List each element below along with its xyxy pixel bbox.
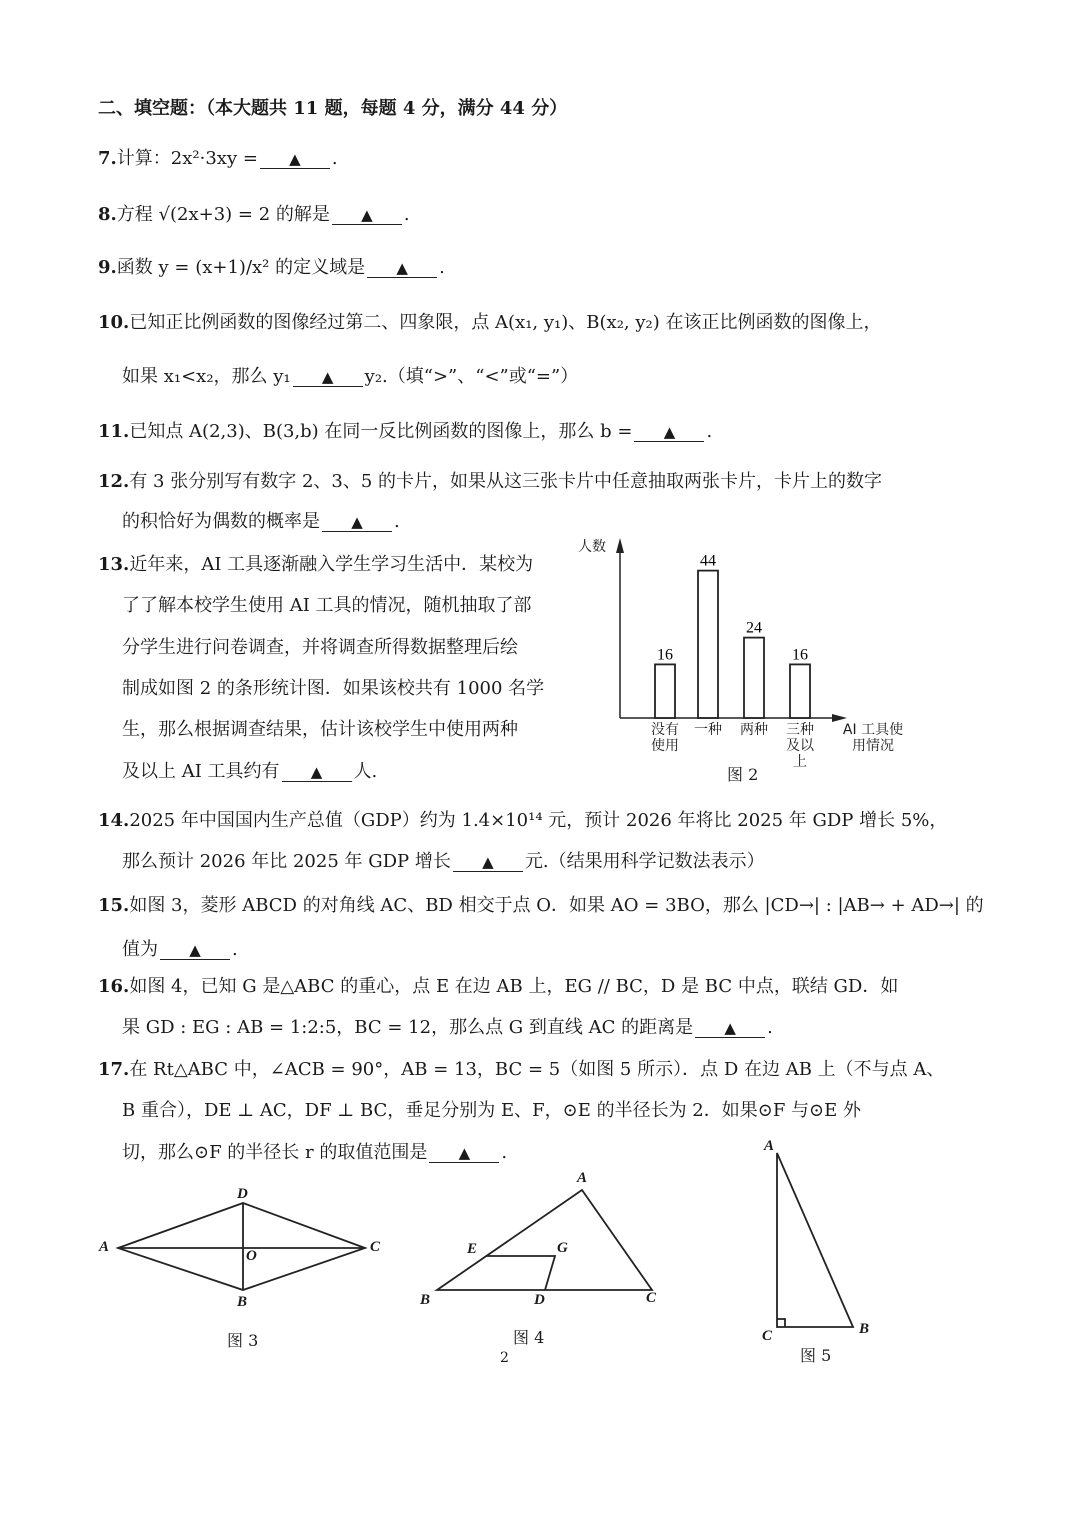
bar-value-label: 16 (792, 646, 808, 664)
question-number: 14. (98, 810, 130, 831)
answer-blank[interactable]: ▲ (160, 941, 230, 960)
question-number: 17. (98, 1059, 130, 1080)
chart-x-label: AI 工具使用情况 (842, 722, 904, 754)
question-text: 了了解本校学生使用 AI 工具的情况，随机抽取了部 (122, 595, 532, 616)
fig4-caption: 图 4 (513, 1328, 545, 1347)
fig4-point-d: D (534, 1292, 545, 1308)
fig4-point-a: A (577, 1170, 588, 1186)
answer-blank[interactable]: ▲ (634, 423, 704, 442)
question-text: B 重合），DE ⊥ AC，DF ⊥ BC，垂足分别为 E、F，⊙E 的半径长为 2．如果⊙F 与⊙E 外 (122, 1100, 861, 1121)
fig5-point-b: B (859, 1321, 870, 1337)
fig4-point-b: B (420, 1292, 431, 1308)
question-text-after: y₂.（填“>”、“<”或“=”） (364, 366, 579, 387)
answer-blank[interactable]: ▲ (282, 763, 352, 782)
answer-blank[interactable]: ▲ (260, 150, 330, 169)
question-number: 10. (98, 312, 130, 333)
question-number: 9. (98, 257, 117, 278)
bar-value-label: 44 (700, 552, 716, 570)
bar-value-label: 16 (657, 646, 673, 664)
chart-caption: 图 2 (727, 765, 759, 784)
question-text: 制成如图 2 的条形统计图．如果该校共有 1000 名学 (122, 678, 545, 699)
category-label: 两种 (740, 722, 768, 738)
question-text-after: . (439, 257, 445, 278)
question-text: 已知点 A(2,3)、B(3,b) 在同一反比例函数的图像上，那么 b = (129, 421, 633, 442)
question-text: 函数 y = (x+1)/x² 的定义域是 (116, 257, 366, 278)
question-number: 8. (98, 204, 117, 225)
answer-blank[interactable]: ▲ (332, 206, 402, 225)
page-number: 2 (500, 1350, 509, 1366)
question-text-after: . (706, 421, 713, 442)
figure-4-triangle (437, 1190, 652, 1290)
question-text: 那么预计 2026 年比 2025 年 GDP 增长 (122, 851, 451, 872)
question-text-after: . (501, 1142, 508, 1163)
answer-blank[interactable]: ▲ (367, 259, 437, 278)
question-text-after: . (403, 204, 410, 225)
question-number: 16. (98, 976, 130, 997)
question-number: 15. (98, 895, 130, 916)
question-text: 2025 年中国国内生产总值（GDP）约为 1.4×10¹⁴ 元，预计 2026 年将比 2025 年 GDP 增长 5%， (129, 810, 948, 831)
answer-blank[interactable]: ▲ (453, 853, 523, 872)
question-text: 生，那么根据调查结果，估计该校学生中使用两种 (122, 719, 518, 740)
question-text-after: . (232, 939, 238, 960)
fig3-point-c: C (370, 1239, 381, 1255)
answer-blank[interactable]: ▲ (293, 368, 363, 387)
bar-value-label: 24 (746, 619, 762, 637)
category-label: 一种 (694, 722, 722, 738)
question-text: 如图 4，已知 G 是△ABC 的重心，点 E 在边 AB 上，EG // BC，D 是 BC 中点，联结 GD．如 (129, 976, 899, 997)
question-number: 13. (98, 554, 130, 575)
fig3-point-b: B (237, 1294, 248, 1310)
category-label: 三种及以上 (786, 722, 814, 770)
question-text: 分学生进行问卷调查，并将调查所得数据整理后绘 (122, 637, 518, 658)
question-text-after: . (767, 1017, 773, 1038)
fig4-point-e: E (467, 1241, 478, 1257)
answer-blank[interactable]: ▲ (695, 1019, 765, 1038)
answer-blank[interactable]: ▲ (322, 513, 392, 532)
question-number: 12. (98, 471, 130, 492)
question-text: 计算：2x²·3xy = (116, 148, 258, 169)
fig5-caption: 图 5 (800, 1346, 832, 1365)
fig3-point-a: A (99, 1239, 110, 1255)
figure-3-rhombus (118, 1203, 365, 1290)
question-text: 切，那么⊙F 的半径长 r 的取值范围是 (122, 1142, 428, 1163)
answer-blank[interactable]: ▲ (429, 1144, 499, 1163)
question-text-after: . (331, 148, 338, 169)
fig3-caption: 图 3 (227, 1331, 259, 1350)
question-text: 有 3 张分别写有数字 2、3、5 的卡片，如果从这三张卡片中任意抽取两张卡片，卡片上的数字 (129, 471, 883, 492)
fig5-point-c: C (762, 1328, 773, 1344)
question-number: 11. (98, 421, 130, 442)
chart-y-label: 人数 (578, 539, 606, 555)
question-text: 如果 x₁<x₂，那么 y₁ (122, 366, 291, 387)
question-text: 在 Rt△ABC 中，∠ACB = 90°，AB = 13，BC = 5（如图 5 所示）．点 D 在边 AB 上（不与点 A、 (129, 1059, 945, 1080)
question-text: 果 GD : EG : AB = 1:2:5，BC = 12，那么点 G 到直线 AC 的距离是 (122, 1017, 694, 1038)
question-text: 的积恰好为偶数的概率是 (122, 511, 320, 532)
question-text: 近年来，AI 工具逐渐融入学生学习生活中．某校为 (129, 554, 534, 575)
fig3-point-o: O (246, 1248, 257, 1264)
question-text: 值为 (122, 939, 158, 960)
category-label: 没有使用 (651, 722, 679, 754)
fig3-point-d: D (237, 1186, 248, 1202)
question-text-after: 人. (353, 761, 378, 782)
question-text-after: 元.（结果用科学记数法表示） (524, 851, 765, 872)
question-text: 方程 √(2x+3) = 2 的解是 (116, 204, 330, 225)
question-text: 如图 3，菱形 ABCD 的对角线 AC、BD 相交于点 O．如果 AO = 3BO，那么 |CD→| : |AB→ + AD→| 的 (129, 895, 984, 916)
fig4-point-c: C (646, 1290, 657, 1306)
question-text: 已知正比例函数的图像经过第二、四象限，点 A(x₁, y₁)、B(x₂, y₂) 在该正比例函数的图像上， (129, 312, 882, 333)
figure-5-right-triangle (777, 1153, 853, 1327)
fig4-point-g: G (557, 1240, 568, 1256)
question-number: 7. (98, 148, 117, 169)
question-text: 及以上 AI 工具约有 (122, 761, 280, 782)
fig5-point-a: A (764, 1138, 775, 1154)
question-text-after: . (394, 511, 400, 532)
section-title: 二、填空题：（本大题共 11 题，每题 4 分，满分 44 分） (98, 98, 568, 119)
